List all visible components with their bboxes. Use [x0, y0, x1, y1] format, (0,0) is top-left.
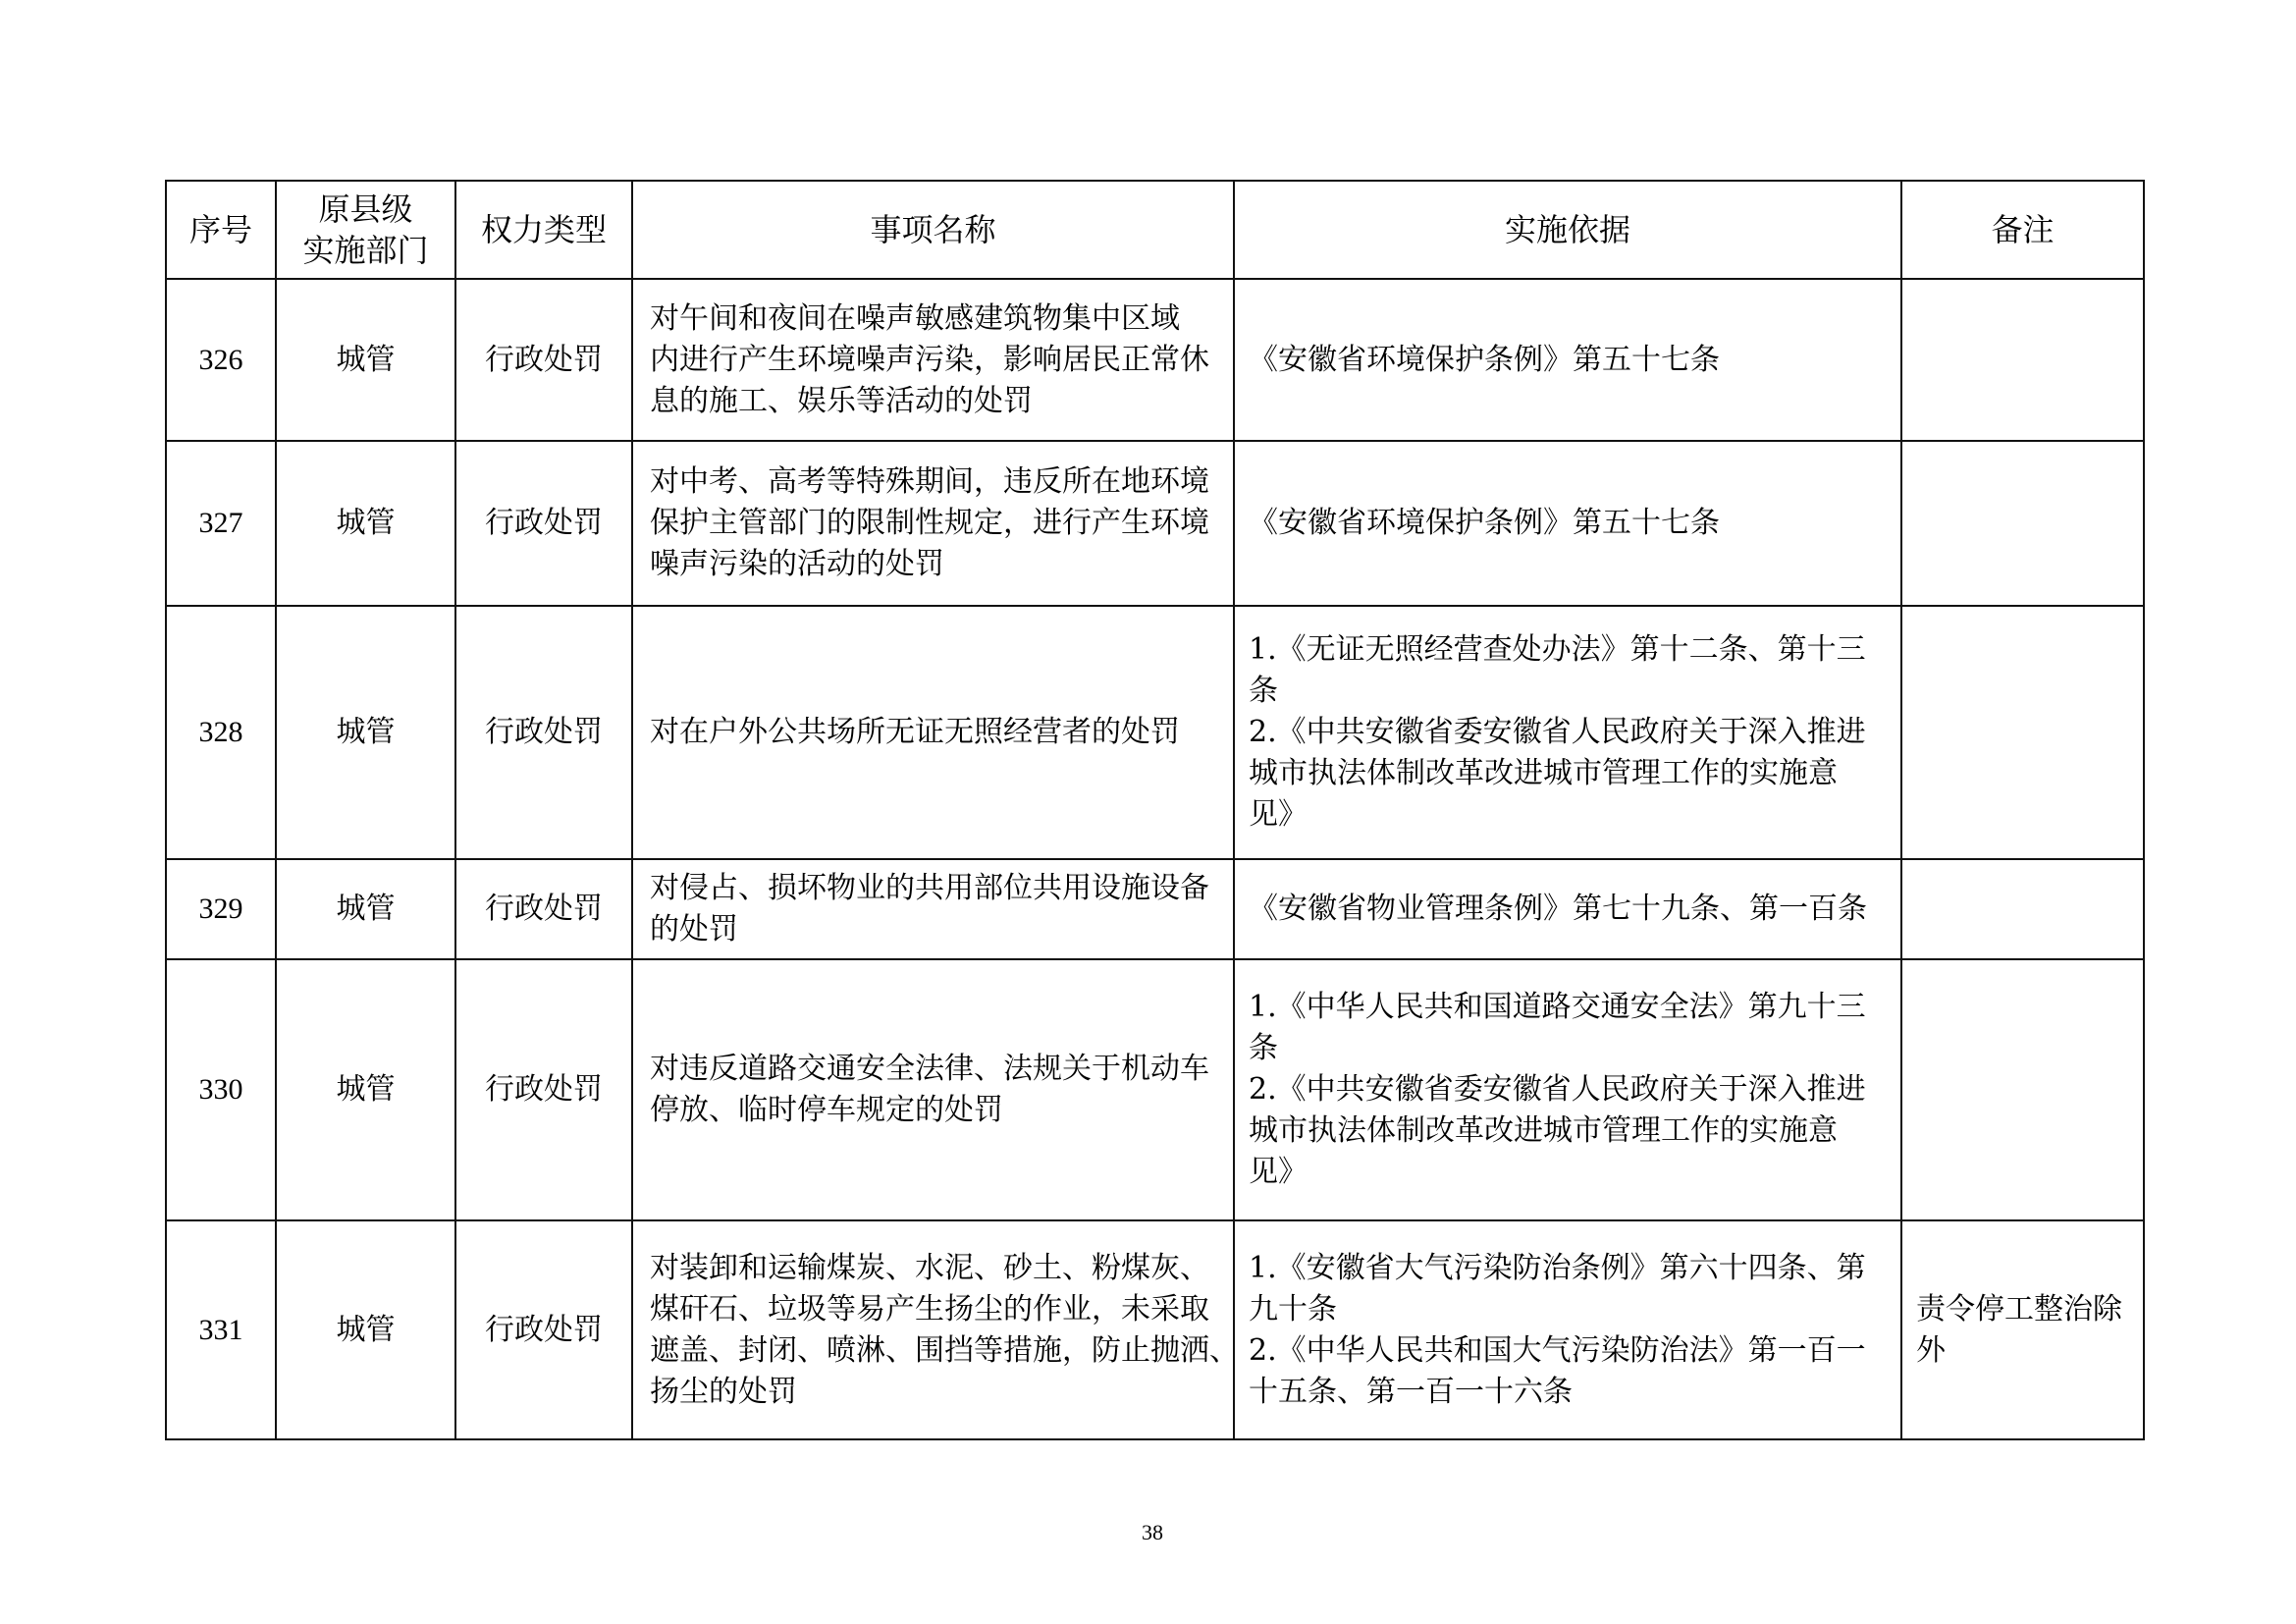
- header-power-type: [455, 181, 632, 279]
- cell-note: [1901, 441, 2144, 606]
- header-basis: [1234, 181, 1901, 279]
- cell-power-type-text: 行政处罚: [485, 1312, 603, 1347]
- cell-seq: [166, 441, 276, 606]
- cell-basis: [1234, 441, 1901, 606]
- cell-basis-line: 1.《无证无照经营查处办法》第十二条、第十三: [1249, 632, 1866, 667]
- cell-matter-line: 煤矸石、垃圾等易产生扬尘的作业，未采取: [650, 1291, 1209, 1326]
- cell-seq-text: 329: [198, 893, 243, 925]
- cell-matter: [632, 279, 1234, 441]
- cell-note: [1901, 859, 2144, 959]
- table-header: [166, 181, 2144, 279]
- table-row: [166, 606, 2144, 859]
- cell-dept: [276, 606, 455, 859]
- cell-basis-line: 2.《中共安徽省委安徽省人民政府关于深入推进: [1249, 715, 1866, 749]
- cell-matter-line: 对装卸和运输煤炭、水泥、砂土、粉煤灰、: [650, 1250, 1209, 1285]
- page-number: 38: [1142, 1520, 1163, 1544]
- cell-basis: [1234, 959, 1901, 1220]
- cell-matter: [632, 1220, 1239, 1439]
- cell-power-type: [455, 959, 632, 1220]
- cell-dept-text: 城管: [336, 506, 396, 540]
- cell-basis-line: 条: [1249, 1031, 1278, 1065]
- header-matter-label: 事项名称: [870, 211, 996, 248]
- cell-dept-text: 城管: [336, 715, 396, 749]
- table-row: [166, 441, 2144, 606]
- table-row: [166, 1220, 2144, 1439]
- cell-dept-text: 城管: [336, 1072, 396, 1107]
- cell-matter-line: 内进行产生环境噪声污染，影响居民正常休: [650, 342, 1209, 377]
- header-matter: [632, 181, 1234, 279]
- cell-matter-line: 遮盖、封闭、喷淋、围挡等措施，防止抛洒、: [650, 1332, 1239, 1368]
- cell-matter-line: 停放、临时停车规定的处罚: [650, 1093, 1003, 1127]
- cell-seq-text: 331: [198, 1313, 243, 1346]
- header-note: [1901, 181, 2144, 279]
- cell-dept-text: 城管: [336, 892, 396, 926]
- table-row: [166, 959, 2144, 1220]
- cell-basis-line: 《安徽省物业管理条例》第七十九条、第一百条: [1249, 892, 1867, 926]
- cell-seq: [166, 606, 276, 859]
- cell-matter-line: 对侵占、损坏物业的共用部位共用设施设备: [650, 871, 1209, 905]
- table-row: [166, 859, 2144, 959]
- header-dept-label-line: 实施部门: [302, 232, 429, 269]
- header-note-label: 备注: [1991, 211, 2055, 248]
- cell-basis-line: 1.《安徽省大气污染防治条例》第六十四条、第: [1249, 1250, 1866, 1285]
- cell-dept: [276, 959, 455, 1220]
- header-seq-label: 序号: [188, 211, 252, 248]
- cell-note-line: 责令停工整治除: [1916, 1291, 2122, 1326]
- header-seq: [166, 181, 276, 279]
- cell-matter-line: 息的施工、娱乐等活动的处罚: [650, 383, 1033, 418]
- cell-matter-line: 噪声污染的活动的处罚: [650, 547, 944, 581]
- cell-matter: [632, 959, 1234, 1220]
- cell-basis-line: 《安徽省环境保护条例》第五十七条: [1249, 342, 1720, 377]
- cell-basis-line: 见》: [1249, 1155, 1308, 1189]
- cell-matter-line: 对午间和夜间在噪声敏感建筑物集中区域: [650, 300, 1180, 336]
- cell-basis-line: 《安徽省环境保护条例》第五十七条: [1249, 506, 1720, 540]
- cell-dept: [276, 279, 455, 441]
- cell-basis-line: 城市执法体制改革改进城市管理工作的实施意: [1249, 1113, 1838, 1148]
- cell-basis-line: 1.《中华人民共和国道路交通安全法》第九十三: [1249, 990, 1866, 1024]
- cell-basis-line: 2.《中华人民共和国大气污染防治法》第一百一: [1249, 1332, 1866, 1368]
- cell-seq: [166, 1220, 276, 1439]
- cell-power-type: [455, 606, 632, 859]
- cell-matter: [632, 441, 1234, 606]
- cell-matter-line: 的处罚: [650, 912, 738, 947]
- cell-matter-line: 对中考、高考等特殊期间，违反所在地环境: [650, 464, 1209, 499]
- cell-seq-text: 330: [198, 1073, 243, 1106]
- header-dept-label-line: 原县级: [318, 190, 413, 228]
- cell-matter: [632, 606, 1234, 859]
- cell-power-type: [455, 279, 632, 441]
- cell-power-type-text: 行政处罚: [485, 1072, 603, 1107]
- cell-basis-line: 十五条、第一百一十六条: [1249, 1374, 1573, 1409]
- cell-seq: [166, 959, 276, 1220]
- cell-dept-text: 城管: [336, 1312, 396, 1347]
- cell-dept: [276, 1220, 455, 1439]
- cell-power-type-text: 行政处罚: [485, 342, 603, 377]
- header-basis-label: 实施依据: [1504, 211, 1630, 248]
- cell-basis: [1234, 1220, 1901, 1439]
- cell-basis: [1234, 279, 1901, 441]
- cell-dept: [276, 441, 455, 606]
- table-header-row: [166, 181, 2144, 279]
- cell-power-type-text: 行政处罚: [485, 892, 603, 926]
- cell-basis-line: 条: [1249, 674, 1278, 708]
- cell-dept-text: 城管: [336, 342, 396, 377]
- cell-matter-line: 保护主管部门的限制性规定，进行产生环境: [650, 506, 1209, 540]
- table-row: [166, 279, 2144, 441]
- cell-basis-line: 九十条: [1249, 1291, 1337, 1326]
- cell-power-type: [455, 859, 632, 959]
- cell-dept: [276, 859, 455, 959]
- cell-basis-line: 见》: [1249, 797, 1308, 832]
- cell-note: [1901, 606, 2144, 859]
- cell-power-type: [455, 441, 632, 606]
- cell-seq-text: 327: [198, 507, 243, 539]
- cell-seq: [166, 859, 276, 959]
- cell-note: [1901, 279, 2144, 441]
- cell-basis: [1234, 606, 1901, 859]
- cell-basis: [1234, 859, 1901, 959]
- powers-table: [165, 180, 2145, 1440]
- cell-note: [1901, 959, 2144, 1220]
- cell-note-line: 外: [1916, 1332, 1946, 1368]
- header-dept: [276, 181, 455, 279]
- cell-seq-text: 328: [198, 716, 243, 748]
- cell-power-type-text: 行政处罚: [485, 715, 603, 749]
- table-body: [166, 279, 2144, 1439]
- cell-matter-line: 对违反道路交通安全法律、法规关于机动车: [650, 1052, 1209, 1086]
- cell-seq-text: 326: [198, 343, 243, 376]
- cell-matter-line: 扬尘的处罚: [650, 1374, 797, 1409]
- cell-seq: [166, 279, 276, 441]
- cell-basis-line: 城市执法体制改革改进城市管理工作的实施意: [1249, 756, 1838, 790]
- header-power-type-label: 权力类型: [480, 211, 607, 248]
- cell-power-type-text: 行政处罚: [485, 506, 603, 540]
- cell-basis-line: 2.《中共安徽省委安徽省人民政府关于深入推进: [1249, 1072, 1866, 1107]
- cell-matter-line: 对在户外公共场所无证无照经营者的处罚: [650, 715, 1180, 749]
- cell-note: [1901, 1220, 2144, 1439]
- cell-matter: [632, 859, 1234, 959]
- cell-power-type: [455, 1220, 632, 1439]
